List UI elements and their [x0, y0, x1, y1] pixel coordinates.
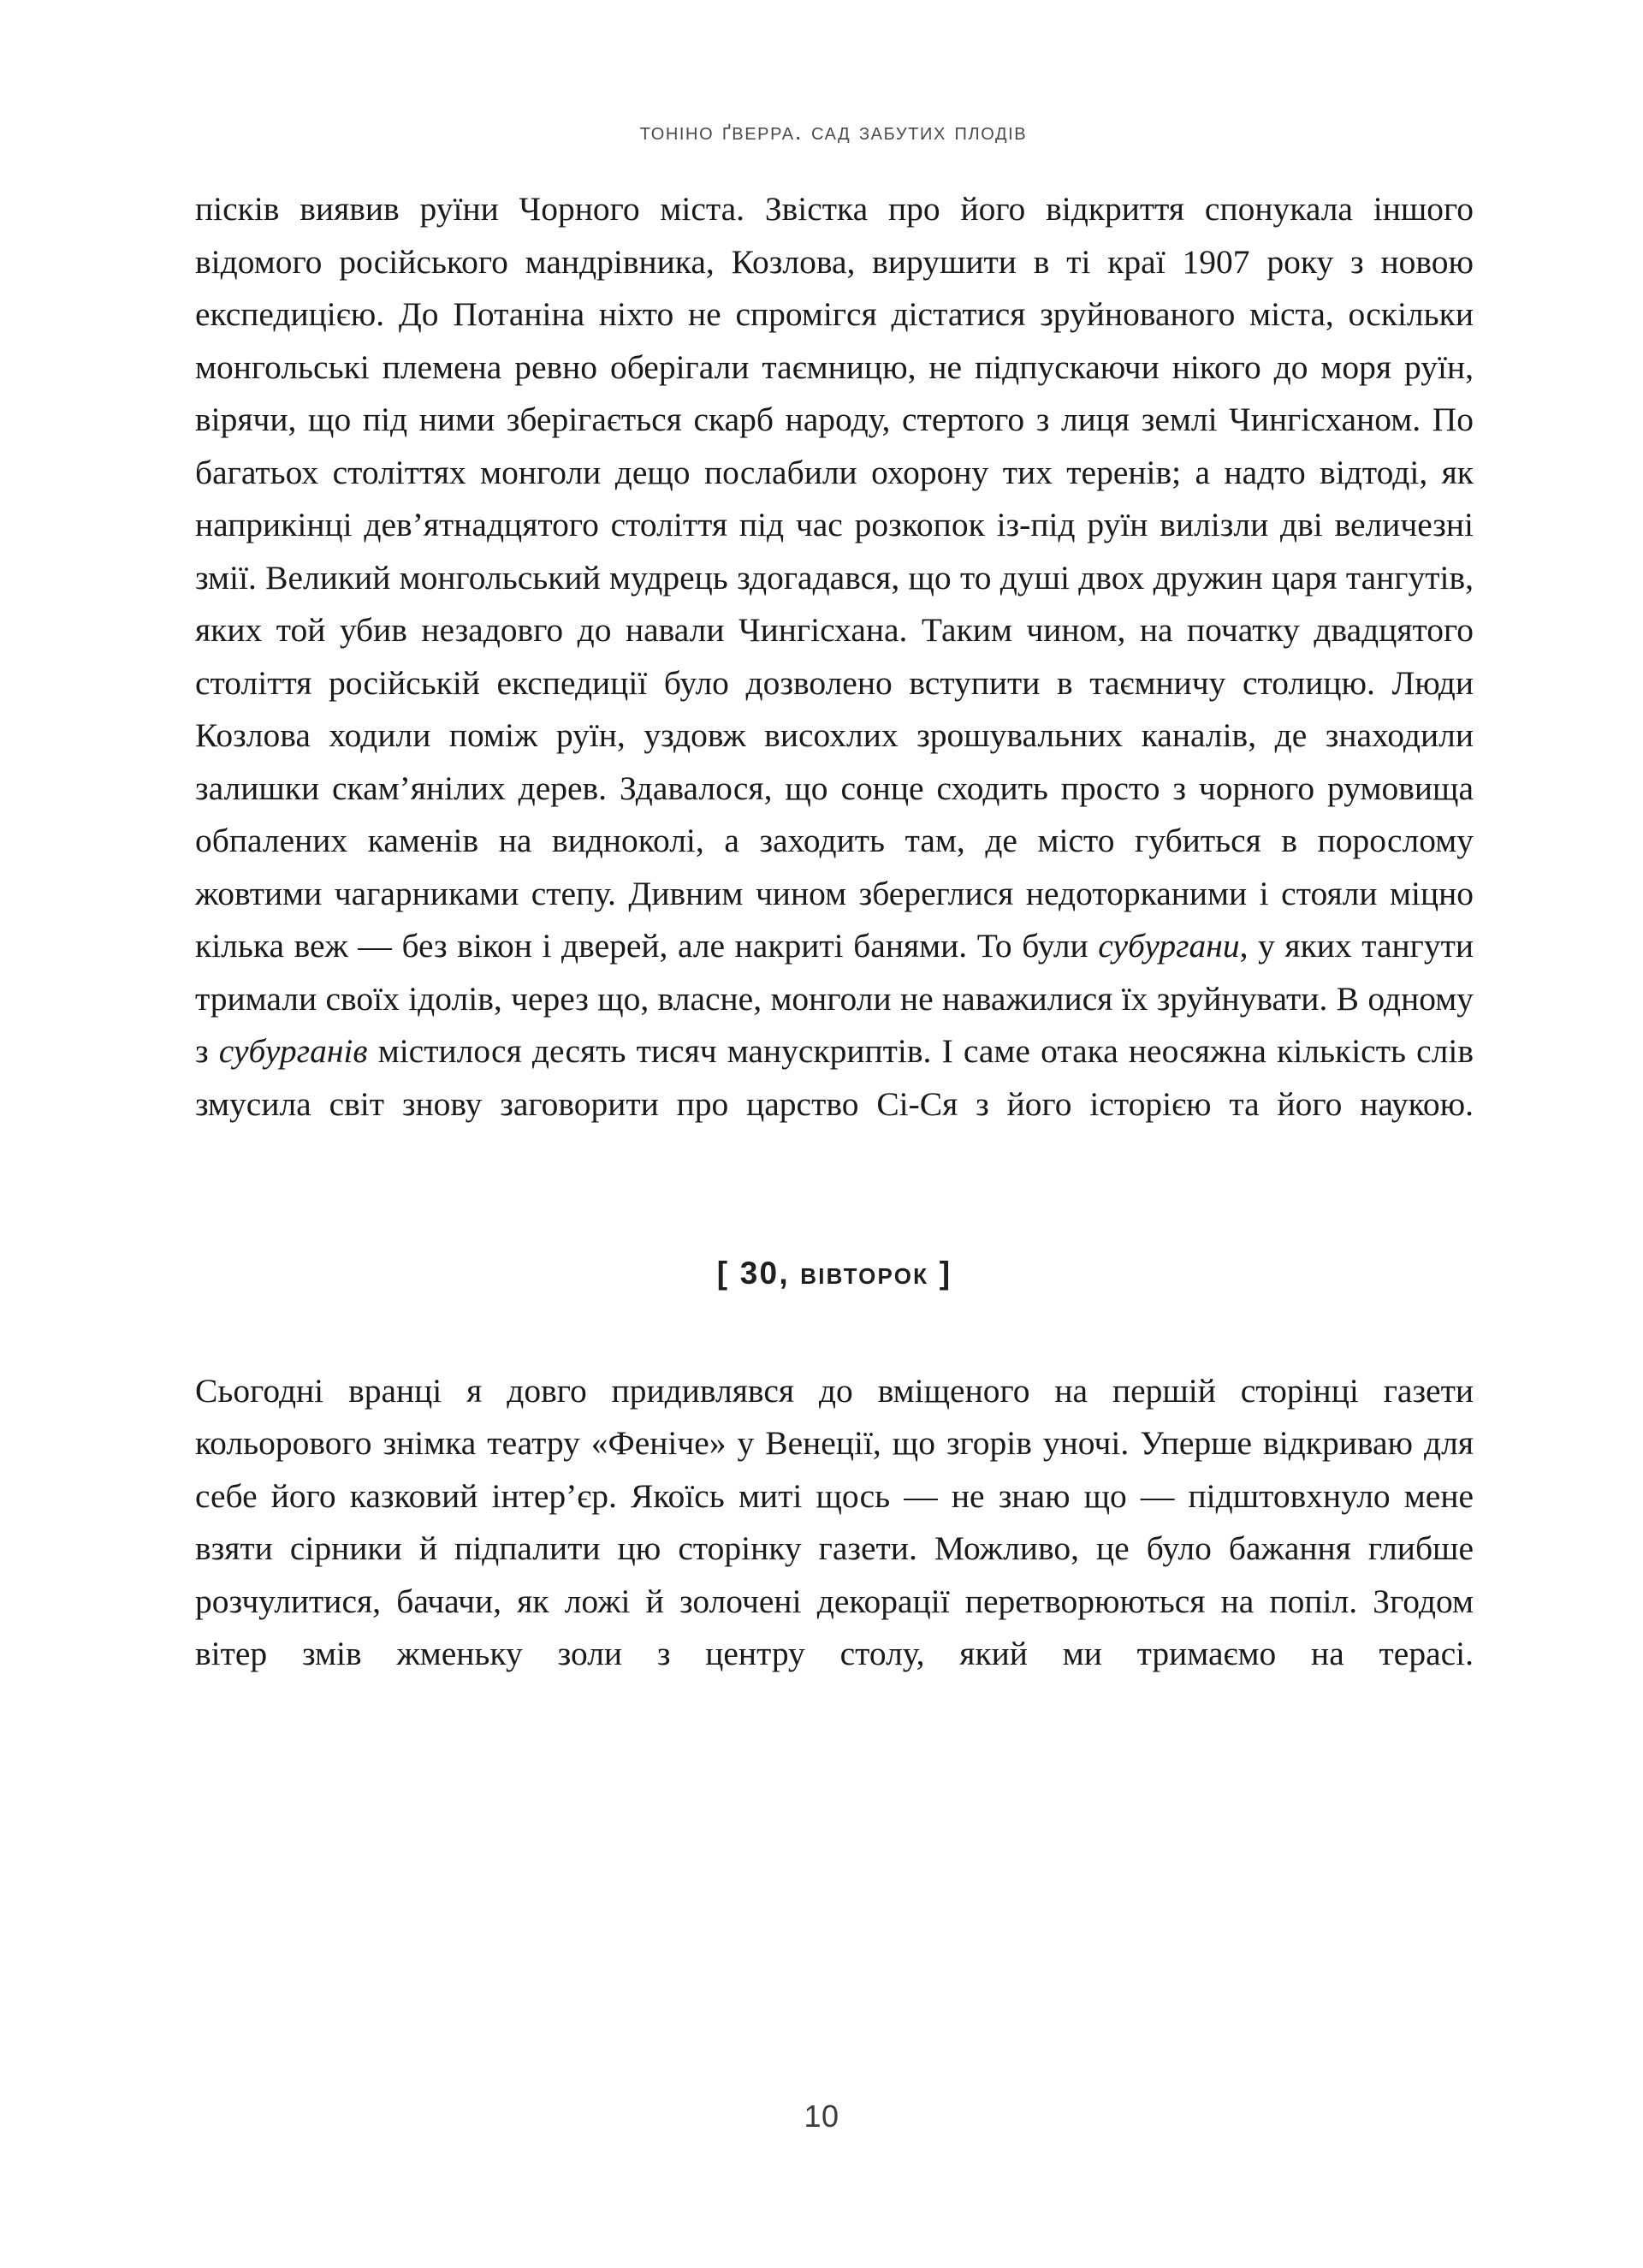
paragraph-1-text-part-2: , у яких тангути тримали своїх ідолів, через що, власне, монголи не наважилися їх зруйнувати. В одному з: [195, 927, 1474, 1070]
running-header-title: тоніно ґверра. сад забутих плодів: [639, 118, 1028, 145]
paragraph-1-text-part-3: містилося десять тисяч манускриптів. І саме отака неосяжна кількість слів змусила світ знову заговорити про царство Сі-Ся з його історією та його наукою.: [195, 1032, 1474, 1123]
term-suburhany: субургани: [1098, 927, 1240, 965]
paragraph-1-text-part-1: пісків виявив руїни Чорного міста. Звістка про його відкриття спонукала іншого відомого російського мандрівника, Козлова, вирушити в ті краї 1907 року з новою експедицією. До Потаніна ніхто не спромігся дістатися зруйнованого міста, оскільки монгольські племена ревно оберігали таємницю, не підпускаючи нікого до моря руїн, вірячи, що під ними зберігається скарб народу, стертого з лиця землі Чингісханом. По багатьох століттях монголи дещо послабили охорону тих теренів; а надто відтоді, як наприкінці дев’ятнадцятого століття під час розкопок із-під руїн вилізли дві величезні змії. Великий монгольський мудрець здогадався, що то душі двох дружин царя тангутів, яких той убив незадовго до навали Чингісхана. Таким чином, на початку двадцятого століття російській експедиції було дозволено вступити в таємничу столицю. Люди Козлова ходили поміж руїн, уздовж висохлих зрошувальних каналів, де знаходили залишки скам’янілих дерев. Здавалося, що сонце сходить просто з чорного румовища обпалених каменів на виднoколі, а заходить там, де місто губиться в порослому жовтими чагарниками степу. Дивним чином збереглися недоторканими і стояли міцно кілька веж — без вікон і дверей, але накриті банями. То були: [195, 190, 1474, 965]
section-heading-block: [195, 1256, 1474, 1291]
term-suburhaniv: субурганів: [218, 1032, 368, 1070]
section-heading-date: [ 30, вівторок ]: [716, 1255, 952, 1291]
page-number: 10: [804, 2099, 839, 2134]
paragraph-diary-entry: Сьогодні вранці я довго придивлявся до вміщеного на першій сторінці газети кольорового знімка театру «Феніче» у Венеції, що згорів уночі. Уперше відкриваю для себе його казковий інтер’єр. Якоїсь миті щось — не знаю що — підштовхнуло мене взяти сірники й підпалити цю сторінку газети. Можливо, це було бажання глибше розчулитися, бачачи, як ложі й золочені декорації перетворюються на попіл. Згодом вітер змів жменьку золи з центру столу, який ми тримаємо на терасі.: [195, 1371, 1474, 1672]
text-column: [195, 183, 1474, 1733]
running-header: [195, 118, 1472, 146]
paragraph-continuation: [195, 183, 1474, 1184]
